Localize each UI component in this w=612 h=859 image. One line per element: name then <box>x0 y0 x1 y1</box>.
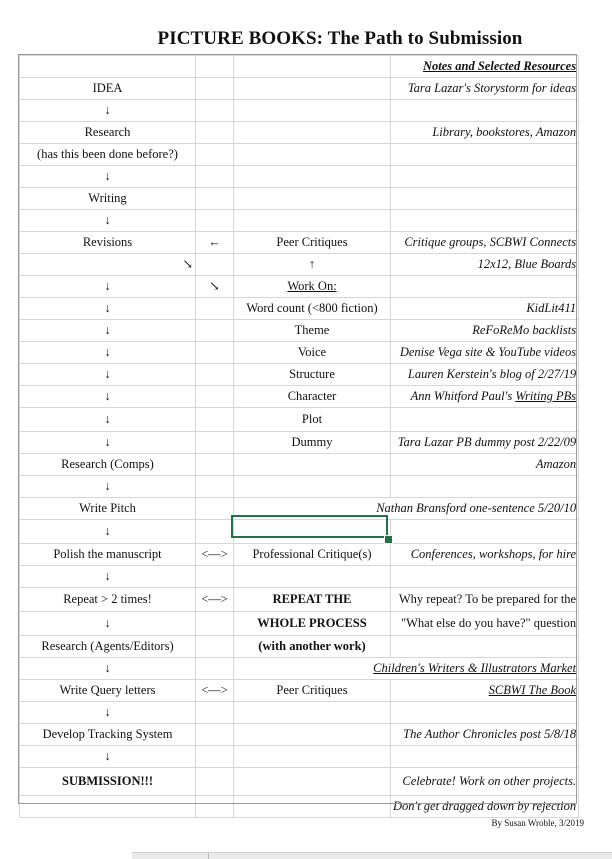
table-row <box>20 746 579 768</box>
down-arrow[interactable]: ↓ <box>20 746 196 768</box>
note-dummy[interactable]: Tara Lazar PB dummy post 2/22/09 <box>391 432 579 454</box>
cell[interactable] <box>391 636 579 658</box>
down-arrow[interactable]: ↓ <box>20 658 196 680</box>
step-repeat[interactable]: Repeat > 2 times! <box>20 588 196 612</box>
table-row <box>20 320 579 342</box>
table-row <box>20 768 579 796</box>
cell[interactable] <box>391 276 579 298</box>
cell[interactable] <box>391 476 579 498</box>
book-link[interactable]: SCBWI The Book <box>391 680 579 702</box>
work-character[interactable]: Character <box>234 386 391 408</box>
down-arrow[interactable]: ↓ <box>20 210 196 232</box>
note-research[interactable]: Library, bookstores, Amazon <box>391 122 579 144</box>
cell[interactable] <box>196 796 234 818</box>
author-credit: By Susan Wroble, 3/2019 <box>491 818 584 828</box>
note-voice[interactable]: Denise Vega site & YouTube videos <box>391 342 579 364</box>
down-arrow[interactable]: ↓ <box>20 276 196 298</box>
diagonal-arrow[interactable]: ↘ <box>196 276 234 298</box>
note-character[interactable] <box>391 386 579 408</box>
table-row <box>20 432 579 454</box>
double-arrow[interactable]: <—> <box>196 680 234 702</box>
note-chronicles[interactable]: The Author Chronicles post 5/8/18 <box>391 724 579 746</box>
table-row <box>20 342 579 364</box>
step-submission[interactable]: SUBMISSION!!! <box>20 768 196 796</box>
cell[interactable] <box>391 100 579 122</box>
table-row <box>20 454 579 476</box>
repeat-line-3[interactable]: (with another work) <box>234 636 391 658</box>
step-research-sub[interactable]: (has this been done before?) <box>20 144 196 166</box>
cell[interactable] <box>196 78 234 100</box>
cell[interactable] <box>196 166 234 188</box>
down-arrow[interactable]: ↓ <box>20 342 196 364</box>
note-rejection[interactable]: Don't get dragged down by rejection <box>391 796 579 818</box>
note-pitch[interactable]: Nathan Bransford one-sentence 5/20/10 <box>234 498 579 520</box>
note-why-1[interactable]: Why repeat? To be prepared for the <box>391 588 579 612</box>
note-structure[interactable]: Lauren Kerstein's blog of 2/27/19 <box>391 364 579 386</box>
step-tracking[interactable]: Develop Tracking System <box>20 724 196 746</box>
table-row <box>20 588 579 612</box>
table-row <box>20 100 579 122</box>
cell[interactable] <box>234 210 391 232</box>
cell[interactable] <box>234 122 391 144</box>
cell[interactable] <box>196 364 234 386</box>
cell[interactable] <box>234 566 391 588</box>
cell[interactable] <box>196 702 234 724</box>
cell[interactable] <box>196 320 234 342</box>
cell[interactable] <box>196 408 234 432</box>
step-revisions[interactable]: Revisions <box>20 232 196 254</box>
note-reforemo[interactable]: ReFoReMo backlists <box>391 320 579 342</box>
cell[interactable] <box>20 796 196 818</box>
cell[interactable] <box>196 746 234 768</box>
cell[interactable] <box>196 254 234 276</box>
table-row <box>20 254 579 276</box>
step-research-agents[interactable]: Research (Agents/Editors) <box>20 636 196 658</box>
note-celebrate[interactable]: Celebrate! Work on other projects. <box>391 768 579 796</box>
cell[interactable] <box>234 476 391 498</box>
table-row <box>20 566 579 588</box>
down-arrow[interactable]: ↓ <box>20 320 196 342</box>
cell[interactable] <box>196 144 234 166</box>
tab-divider <box>208 853 209 859</box>
down-arrow[interactable]: ↓ <box>20 566 196 588</box>
table-row <box>20 276 579 298</box>
work-plot[interactable]: Plot <box>234 408 391 432</box>
cell[interactable] <box>234 454 391 476</box>
fill-handle[interactable] <box>384 535 393 544</box>
step-research[interactable]: Research <box>20 122 196 144</box>
table-row <box>20 544 579 566</box>
cell[interactable] <box>196 476 234 498</box>
down-arrow[interactable]: ↓ <box>20 612 196 636</box>
cell[interactable] <box>196 100 234 122</box>
step-idea[interactable]: IDEA <box>20 78 196 100</box>
table-row <box>20 680 579 702</box>
diagonal-arrow[interactable]: ↘ <box>20 254 196 276</box>
cell[interactable] <box>196 56 234 78</box>
table-row <box>20 298 579 320</box>
note-why-2[interactable]: "What else do you have?" question <box>391 612 579 636</box>
down-arrow[interactable]: ↓ <box>20 702 196 724</box>
cell[interactable] <box>196 636 234 658</box>
note-polish[interactable]: Conferences, workshops, for hire <box>391 544 579 566</box>
cell[interactable] <box>234 724 391 746</box>
step-research-comps[interactable]: Research (Comps) <box>20 454 196 476</box>
table-row <box>20 144 579 166</box>
cell[interactable] <box>391 746 579 768</box>
up-arrow[interactable]: ↑ <box>234 254 391 276</box>
table-row <box>20 232 579 254</box>
professional-critique[interactable]: Professional Critique(s) <box>234 544 391 566</box>
work-word-count[interactable]: Word count (<800 fiction) <box>234 298 391 320</box>
step-writing[interactable]: Writing <box>20 188 196 210</box>
cell[interactable] <box>234 166 391 188</box>
table-row <box>20 386 579 408</box>
table-row <box>20 188 579 210</box>
down-arrow[interactable]: ↓ <box>20 432 196 454</box>
double-arrow[interactable]: <—> <box>196 544 234 566</box>
cell[interactable] <box>234 796 391 818</box>
cell[interactable] <box>234 768 391 796</box>
selection-box[interactable] <box>231 515 388 538</box>
cell[interactable] <box>234 746 391 768</box>
cell[interactable] <box>391 210 579 232</box>
cell[interactable] <box>196 432 234 454</box>
table-row <box>20 166 579 188</box>
note-blue-boards[interactable]: 12x12, Blue Boards <box>391 254 579 276</box>
work-voice[interactable]: Voice <box>234 342 391 364</box>
down-arrow[interactable]: ↓ <box>20 386 196 408</box>
table-row <box>20 724 579 746</box>
down-arrow[interactable]: ↓ <box>20 100 196 122</box>
cell[interactable] <box>391 520 579 544</box>
work-on-heading[interactable]: Work On: <box>234 276 391 298</box>
table-row <box>20 796 579 818</box>
cell[interactable] <box>391 144 579 166</box>
cell[interactable] <box>391 702 579 724</box>
table-row <box>20 364 579 386</box>
step-query[interactable]: Write Query letters <box>20 680 196 702</box>
cell[interactable] <box>234 56 391 78</box>
cell[interactable] <box>196 298 234 320</box>
down-arrow[interactable]: ↓ <box>20 364 196 386</box>
cell[interactable] <box>196 520 234 544</box>
table-row <box>20 612 579 636</box>
writing-pbs-link[interactable]: Writing PBs <box>515 389 577 403</box>
down-arrow[interactable]: ↓ <box>20 408 196 432</box>
table-row <box>20 636 579 658</box>
double-arrow[interactable]: <—> <box>196 588 234 612</box>
repeat-line-1[interactable]: REPEAT THE <box>234 588 391 612</box>
cell[interactable] <box>196 454 234 476</box>
cell[interactable] <box>234 144 391 166</box>
table-row <box>20 78 579 100</box>
cell[interactable] <box>391 566 579 588</box>
cell[interactable] <box>196 612 234 636</box>
spreadsheet-table <box>19 55 579 818</box>
left-arrow[interactable]: ← <box>196 232 234 254</box>
work-dummy[interactable]: Dummy <box>234 432 391 454</box>
down-arrow[interactable]: ↓ <box>20 476 196 498</box>
table-row <box>20 210 579 232</box>
note-kidlit[interactable]: KidLit411 <box>391 298 579 320</box>
step-polish[interactable]: Polish the manuscript <box>20 544 196 566</box>
cell[interactable] <box>196 386 234 408</box>
note-amazon[interactable]: Amazon <box>391 454 579 476</box>
step-write-pitch[interactable]: Write Pitch <box>20 498 196 520</box>
down-arrow[interactable]: ↓ <box>20 520 196 544</box>
cell[interactable] <box>391 166 579 188</box>
note-revisions[interactable]: Critique groups, SCBWI Connects <box>391 232 579 254</box>
cell[interactable] <box>196 724 234 746</box>
cell[interactable] <box>234 702 391 724</box>
peer-critiques[interactable]: Peer Critiques <box>234 232 391 254</box>
cell[interactable] <box>196 566 234 588</box>
notes-header[interactable]: Notes and Selected Resources <box>391 56 579 78</box>
cell[interactable] <box>234 100 391 122</box>
note-idea[interactable]: Tara Lazar's Storystorm for ideas <box>391 78 579 100</box>
cell[interactable] <box>234 78 391 100</box>
note-character-text: Ann Whitford Paul's <box>410 389 516 403</box>
cell[interactable] <box>20 56 196 78</box>
table-row <box>20 702 579 724</box>
work-theme[interactable]: Theme <box>234 320 391 342</box>
cell[interactable] <box>234 188 391 210</box>
cell[interactable] <box>196 768 234 796</box>
cell[interactable] <box>196 342 234 364</box>
cell[interactable] <box>196 498 234 520</box>
work-structure[interactable]: Structure <box>234 364 391 386</box>
table-row <box>20 122 579 144</box>
table-row <box>20 658 579 680</box>
cell[interactable] <box>391 188 579 210</box>
down-arrow[interactable]: ↓ <box>20 298 196 320</box>
document-title: PICTURE BOOKS: The Path to Submission <box>157 28 523 49</box>
peer-critiques-2[interactable]: Peer Critiques <box>234 680 391 702</box>
repeat-line-2[interactable]: WHOLE PROCESS <box>234 612 391 636</box>
cell[interactable] <box>196 658 234 680</box>
cell[interactable] <box>391 408 579 432</box>
cell[interactable] <box>196 188 234 210</box>
down-arrow[interactable]: ↓ <box>20 166 196 188</box>
cell[interactable] <box>196 122 234 144</box>
table-row <box>20 56 579 78</box>
market-link[interactable]: Children's Writers & Illustrators Market <box>234 658 579 680</box>
cell[interactable] <box>196 210 234 232</box>
table-row <box>20 408 579 432</box>
table-row <box>20 476 579 498</box>
